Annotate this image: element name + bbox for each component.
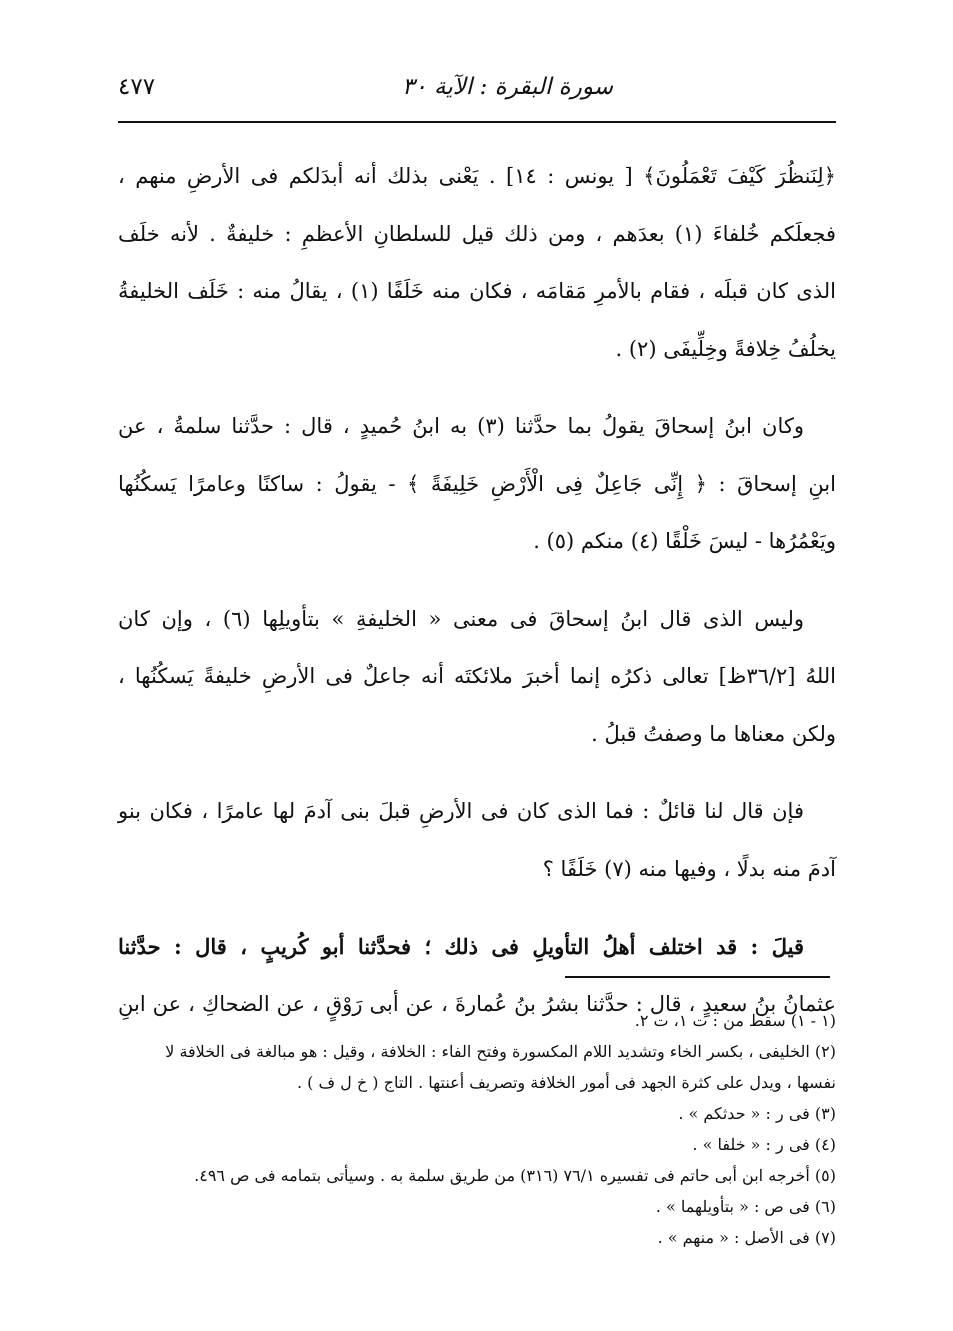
text-line: وليس الذى قال ابنُ إسحاقَ فى معنى « الخليفةِ » بتأويلِها (٦) ، وإن كان	[118, 606, 805, 631]
paragraph-3	[118, 591, 836, 764]
surah-verse-title: سورة البقرة : الآية ٣٠	[402, 74, 613, 100]
text-line: آدمَ منه بدلًا ، وفيها منه (٧) خَلَفًا ؟	[542, 856, 836, 881]
text-line: ويَعْمُرُها - ليسَ خَلْقًا (٤) منكم (٥) .	[533, 529, 836, 553]
text-line: قيلَ : قد اختلف أهلُ التأويلِ فى ذلك ؛ فحدَّثنا أبو كُريبٍ ، قال : حدَّثنا	[118, 934, 804, 959]
paragraph-1	[118, 148, 836, 378]
text-line: عثمانُ بنُ سعيدٍ ، قال : حدَّثنا بشرُ بنُ عُمارةَ ، عن أبى رَوْقٍ ، عن الضحاكِ ، عن ابنِ	[118, 991, 836, 1016]
running-header	[118, 72, 833, 112]
text-line: ابنِ إسحاقَ : ﴿ إِنِّى جَاعِلٌ فِى الْأَرْضِ خَلِيفَةً ﴾ - يقولُ : ساكنًا وعامرًا يَسكُنُها	[118, 471, 836, 496]
text-line: اللهُ [٣٦/٢ظ] تعالى ذكرُه إنما أخبرَ ملائكتَه أنه جاعلٌ فى الأرضِ خليفةً يَسكُنُها ،	[118, 664, 836, 688]
footnote-continuation: نفسها ، ويدل على كثرة الجهد فى أمور الخلافة وتصريف أعنتها . التاج ( خ ل ف ) .	[297, 1073, 836, 1092]
footnote: (٤) فى ر : « خلفا » .	[692, 1135, 836, 1154]
text-line: ولكن معناها ما وصفتُ قبلُ .	[591, 721, 836, 746]
text-line: وكان ابنُ إسحاقَ يقولُ بما حدَّثنا (٣) به ابنُ حُميدٍ ، قال : حدَّثنا سلمةُ ، عن	[118, 414, 804, 438]
footnote: (٧) فى الأصل : « منهم » .	[657, 1228, 836, 1247]
paragraph-2	[118, 398, 836, 571]
text-line: فجعلَكم خُلفاءَ (١) بعدَهم ، ومن ذلك قيل للسلطانِ الأعظمِ : خليفةٌ . لأنه خلَف	[118, 221, 837, 246]
paragraph-4	[118, 783, 836, 898]
text-line: فإن قال لنا قائلٌ : فما الذى كان فى الأرضِ قبلَ بنى آدمَ لها عامرًا ، فكان بنو	[118, 799, 804, 823]
footnote: (٥) أخرجه ابن أبى حاتم فى تفسيره ٧٦/١ (٣١٦) من طريق سلمة به . وسيأتى بتمامه فى ص ٤٩٦.	[194, 1166, 836, 1185]
footnote: (٢) الخليفى ، بكسر الخاء وتشديد اللام المكسورة وفتح الفاء : الخلافة ، وقيل : هو مبالغة فى الخلافة لا	[165, 1042, 836, 1061]
main-text	[118, 148, 836, 1033]
footnote: (٦) فى ص : « بتأويلهما » .	[655, 1197, 836, 1216]
text-line: ﴿لِنَنظُرَ كَيْفَ تَعْمَلُونَ﴾ [ يونس : ١٤] . يَعْنى بذلك أنه أبدَلكم فى الأرضِ منهم ،	[118, 164, 836, 188]
page-number: ٤٧٧	[118, 74, 156, 100]
footnotes	[118, 1005, 836, 1253]
text-line: الذى كان قبلَه ، فقام بالأمرِ مَقامَه ، فكان منه خَلَفًا (١) ، يقالُ منه : خَلَف الخليفةُ	[118, 279, 836, 303]
header-rule	[118, 121, 836, 123]
footnote: (١ - ١) سقط من : ت ١، ت ٢.	[634, 1011, 836, 1030]
footnote: (٣) فى ر : « حدثكم » .	[678, 1104, 836, 1123]
footnote-separator	[565, 976, 830, 978]
text-line: يخلُفُ خِلافةً وخِلِّيفَى (٢) .	[615, 336, 836, 361]
